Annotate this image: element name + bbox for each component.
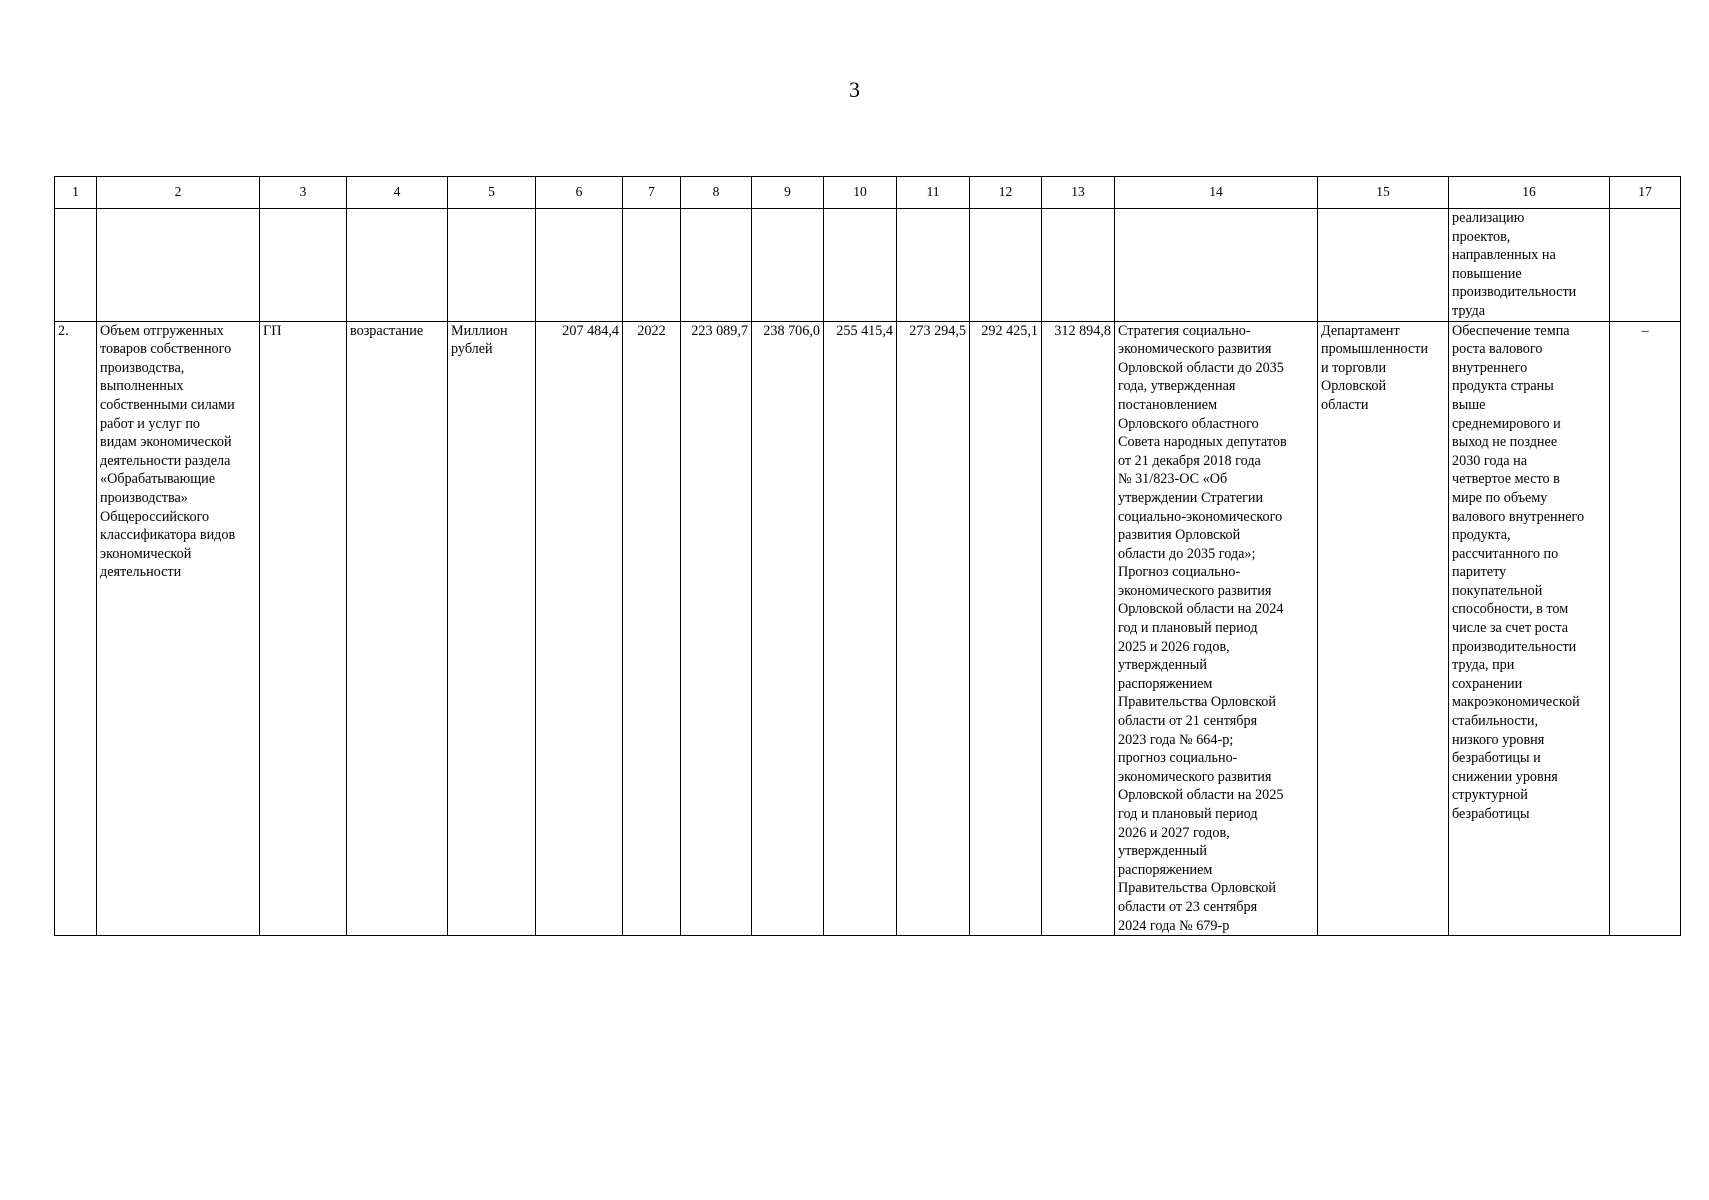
goal-link-continuation: реализацию проектов, направленных на повышение производительности труда	[1452, 210, 1577, 319]
table-cell	[681, 209, 752, 322]
value-col-11: 273 294,5	[909, 322, 966, 339]
column-header: 4	[347, 177, 448, 209]
column-header: 15	[1318, 177, 1449, 209]
column-header: 16	[1449, 177, 1610, 209]
indicator-cell	[97, 321, 260, 936]
base-value-cell	[536, 321, 623, 936]
unit-of-measure: Миллион рублей	[451, 322, 508, 358]
goal-link: Обеспечение темпа роста валового внутреннего продукта страны выше среднемирового и выход не позднее 2030 года на четвертое место в мире по объему валового внутреннего продукта, рассчитанного по паритету покупательной способности, в том числе за счет роста производительности труда, при сохранении макроэкономической стабильности, низкого уровня безработицы и снижении уровня структурной безработицы	[1452, 322, 1585, 822]
value-cell	[824, 321, 897, 936]
continuation-row	[55, 209, 1681, 322]
table-row	[55, 321, 1681, 936]
documents-cell	[1115, 321, 1318, 936]
responsible-cell	[1318, 321, 1449, 936]
column-header: 11	[897, 177, 970, 209]
table-cell	[260, 209, 347, 322]
trend-cell	[347, 321, 448, 936]
table-cell	[970, 209, 1042, 322]
base-value: 207 484,4	[562, 322, 619, 339]
value-col-9: 238 706,0	[763, 322, 820, 339]
column-header: 12	[970, 177, 1042, 209]
table-cell	[97, 209, 260, 322]
column-number-row	[55, 177, 1681, 209]
column-header: 1	[55, 177, 97, 209]
table-cell	[1115, 209, 1318, 322]
col17-cell	[1610, 321, 1681, 936]
unit-cell	[448, 321, 536, 936]
value-cell	[752, 321, 824, 936]
table-cell	[1449, 209, 1610, 322]
goal-link-cell	[1449, 321, 1610, 936]
table-cell	[1042, 209, 1115, 322]
table-cell	[824, 209, 897, 322]
column-header: 2	[97, 177, 260, 209]
column-header: 17	[1610, 177, 1681, 209]
column-header: 5	[448, 177, 536, 209]
table-cell	[448, 209, 536, 322]
column-header: 3	[260, 177, 347, 209]
column-header: 6	[536, 177, 623, 209]
column-header: 7	[623, 177, 681, 209]
table-cell	[752, 209, 824, 322]
row-number: 2.	[58, 322, 69, 339]
table-cell	[1610, 209, 1681, 322]
value-col-8: 223 089,7	[691, 322, 748, 339]
column-header: 8	[681, 177, 752, 209]
column-header: 13	[1042, 177, 1115, 209]
base-year: 2022	[637, 322, 666, 339]
page-number: 3	[849, 77, 860, 102]
responsible-body: Департамент промышленности и торговли Орловской области	[1321, 322, 1429, 413]
value-cell	[897, 321, 970, 936]
row-number-cell	[55, 321, 97, 936]
indicator-name: Объем отгруженных товаров собственного производства, выполненных собственными силами работ и услуг по видам экономической деятельности раздела «Обрабатывающие производства» Общероссийского классификатора видов экономической деятельности	[100, 322, 236, 581]
indicators-table	[54, 176, 1681, 936]
value-cell	[970, 321, 1042, 936]
indicator-trend: возрастание	[350, 322, 424, 339]
table-cell	[897, 209, 970, 322]
table-cell	[536, 209, 623, 322]
value-col-13: 312 894,8	[1054, 322, 1111, 339]
value-cell	[1042, 321, 1115, 936]
level-cell	[260, 321, 347, 936]
table-cell	[1318, 209, 1449, 322]
indicator-level: ГП	[263, 322, 282, 339]
table-cell	[55, 209, 97, 322]
column-header: 9	[752, 177, 824, 209]
column-header: 14	[1115, 177, 1318, 209]
value-col-10: 255 415,4	[836, 322, 893, 339]
related-documents: Стратегия социально- экономического развития Орловской области до 2035 года, утвержденная постановлением Орловского областного Совета народных депутатов от 21 декабря 2018 года № 31/823-ОС «Об утверждении Стратегии социально-экономического развития Орловской области до 2035 года»; Прогноз социально- экономического развития Орловской области на 2024 год и плановый период 2025 и 2026 годов, утвержденный распоряжением Правительства Орловской области от 21 сентября 2023 года № 664-р; прогноз социально- экономического развития Орловской области на 2025 год и плановый период 2026 и 2027 годов, утвержденный распоряжением Правительства Орловской области от 23 сентября 2024 года № 679-р	[1118, 322, 1287, 934]
value-cell	[681, 321, 752, 936]
table-cell	[347, 209, 448, 322]
base-year-cell	[623, 321, 681, 936]
value-col-12: 292 425,1	[981, 322, 1038, 339]
col17-value: –	[1641, 322, 1649, 339]
table-cell	[623, 209, 681, 322]
column-header: 10	[824, 177, 897, 209]
